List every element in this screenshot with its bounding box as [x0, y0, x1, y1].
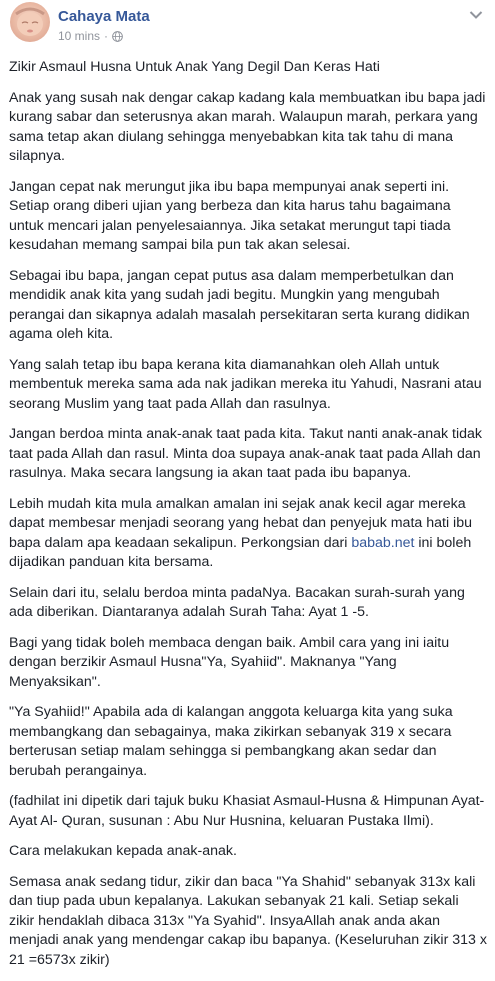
paragraph: (fadhilat ini dipetik dari tajuk buku Khasiat Asmaul-Husna & Himpunan Ayat-Ayat Al- Quran, susunan : Abu Nur Husnina, keluaran Pustaka Ilmi).: [9, 793, 485, 829]
paragraph-text: ini boleh dijadikan panduan kita bersama.: [9, 534, 472, 570]
chevron-down-icon[interactable]: [469, 10, 483, 20]
paragraph-with-link: [9, 495, 487, 573]
author-name[interactable]: Cahaya Mata: [58, 8, 150, 25]
paragraph-text: Lebih mudah kita mula amalkan amalan ini sejak anak kecil agar mereka dapat membesar menjadi seorang yang hebat dan penyejuk mata hati ibu bapa dalam apa keadaan sekalipun. Perkongsian dari: [9, 495, 472, 551]
paragraph: Sebagai ibu bapa, jangan cepat putus asa dalam memperbetulkan dan mendidik anak kita yang sudah jadi begitu. Mungkin yang mengubah perangai dan sikapnya adalah masalah persekitaran serta kurang didikan agama oleh kita.: [9, 267, 470, 342]
baby-photo-icon: [10, 2, 50, 42]
avatar[interactable]: [10, 2, 50, 42]
globe-icon[interactable]: [112, 31, 123, 42]
paragraph: "Ya Syahiid!" Apabila ada di kalangan anggota keluarga kita yang suka membangkang dan sebagainya, maka zikirkan sebanyak 319 x secara berterusan setiap malam sehingga si pembangkang akan sedar dan berubah perangainya.: [9, 704, 453, 779]
paragraph: Semasa anak sedang tidur, zikir dan baca "Ya Shahid" sebanyak 313x kali dan tiup pada ubun kepalanya. Lakukan sebanyak 21 kali. Setiap sekali zikir hendaklah dibaca 313x "Ya Syahid". InsyaAllah anak anda akan menjadi anak yang mendengar cakap ibu bapanya. (Keseluruhan zikir 313 x 21 =6573x zikir): [9, 873, 487, 968]
post-meta: [58, 29, 123, 43]
post-header: [0, 0, 495, 46]
paragraph: Bagi yang tidak boleh membaca dengan baik. Ambil cara yang ini iaitu dengan berzikir Asmaul Husna"Ya, Syahiid". Maknanya "Yang Menyaksikan".: [9, 634, 450, 690]
paragraph: Yang salah tetap ibu bapa kerana kita diamanahkan oleh Allah untuk membentuk mereka sama ada nak jadikan mereka itu Yahudi, Nasrani atau seorang Muslim yang taat pada Allah dan rasulnya.: [9, 356, 482, 412]
paragraph: Jangan berdoa minta anak-anak taat pada kita. Takut nanti anak-anak tidak taat pada Allah dan rasul. Minta doa supaya anak-anak taat pada Allah dan rasulnya. Maka secara langsung ia akan taat pada ibu bapanya.: [9, 426, 482, 481]
post-title: Zikir Asmaul Husna Untuk Anak Yang Degil Dan Keras Hati: [9, 59, 380, 75]
paragraph: Cara melakukan kepada anak-anak.: [9, 843, 237, 859]
paragraph: Jangan cepat nak merungut jika ibu bapa mempunyai anak seperti ini. Setiap orang diberi ujian yang berbeza dan kita harus tahu bagaimana untuk mencari jalan penyelesaiannya. Jika setakat merungut tapi tiada kesudahan memang sampai bila pun tak akan selesai.: [9, 178, 451, 253]
paragraph: Anak yang susah nak dengar cakap kadang kala membuatkan ibu bapa jadi kurang sabar dan seterusnya akan marah. Walaupun marah, perkara yang sama tetap akan diulang sehingga menyebabkan kita tak tahu di mana silapnya.: [9, 89, 486, 164]
source-link[interactable]: babab.net: [351, 534, 415, 551]
post-time[interactable]: 10 mins: [58, 29, 101, 43]
paragraph: Selain dari itu, selalu berdoa minta padaNya. Bacakan surah-surah yang ada diberikan. Diantaranya adalah Surah Taha: Ayat 1 -5.: [9, 584, 465, 620]
post-body: [9, 58, 487, 981]
meta-separator: ·: [104, 29, 109, 43]
